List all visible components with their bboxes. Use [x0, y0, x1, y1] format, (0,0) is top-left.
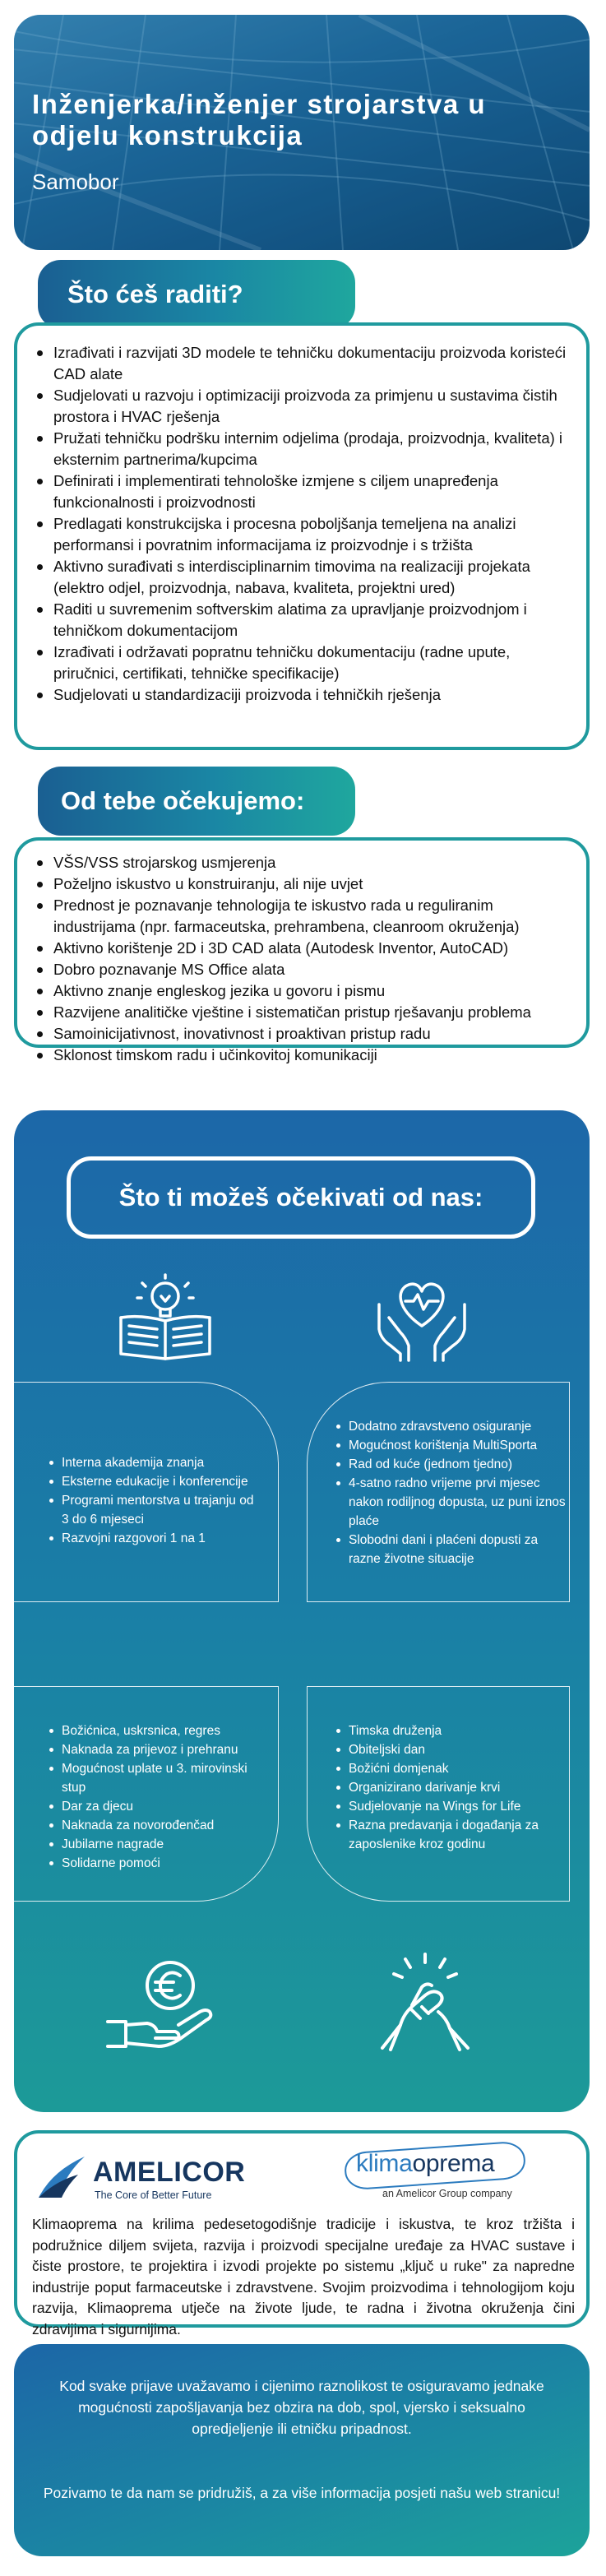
heart-hands-icon: [372, 1272, 471, 1364]
section-title-tasks-text: Što ćeš raditi?: [67, 280, 243, 308]
klimaoprema-tagline: an Amelicor Group company: [382, 2188, 512, 2199]
amelicor-logo-text: AMELICOR: [93, 2157, 246, 2188]
health-list: [334, 1417, 566, 1568]
list-item: VŠS/VSS strojarskog usmjerenja: [34, 852, 568, 873]
join-invitation: Pozivamo te da nam se pridružiš, a za više informacija posjeti našu web stranicu!: [43, 2485, 561, 2501]
benefits-title: Što ti možeš očekivati od nas:: [67, 1156, 535, 1239]
list-item: Interna akademija znanja: [47, 1453, 262, 1472]
list-item: Dobro poznavanje MS Office alata: [34, 959, 568, 980]
list-item: Definirati i implementirati tehnološke izmjene s ciljem unapređenja funkcionalnosti i proizvodnosti: [34, 470, 568, 513]
list-item: Pružati tehničku podršku internim odjelima (prodaja, proizvodnja, kvaliteta) i eksternim partnerima/kupcima: [34, 428, 568, 470]
benefits-team-card: [307, 1686, 570, 1902]
list-item: Aktivno znanje engleskog jezika u govoru i pismu: [34, 980, 568, 1002]
company-box: [14, 2130, 590, 2337]
list-item: Aktivno korištenje 2D i 3D CAD alata (Autodesk Inventor, AutoCAD): [34, 938, 568, 959]
list-item: Izrađivati i razvijati 3D modele te tehničku dokumentaciju proizvoda koristeći CAD alate: [34, 342, 568, 385]
section-title-requirements: [38, 767, 355, 836]
list-item: Raditi u suvremenim softverskim alatima za upravljanje proizvodnjom i tehničkom dokumentacijom: [34, 599, 568, 642]
list-item: Predlagati konstrukcijska i procesna poboljšanja temeljena na analizi performansi i povratnim informacijama iz proizvodnje i s tržišta: [34, 513, 568, 556]
lightbulb-book-icon: [116, 1272, 215, 1364]
requirements-box: [14, 837, 590, 1063]
diversity-statement: Kod svake prijave uvažavamo i cijenimo raznolikost te osiguravamo jednake mogućnosti zapošljavanja bez obzira na dob, spol, vjersko i seksualno opredjeljenje ili etničku pripadnost.: [59, 2378, 544, 2437]
teamwork-hands-icon: [376, 1951, 474, 2055]
team-list: [334, 1721, 566, 1854]
euro-hand-icon: [104, 1957, 220, 2053]
tasks-box: [14, 322, 590, 750]
list-item: Programi mentorstva u trajanju od 3 do 6 mjeseci: [47, 1491, 262, 1529]
list-item: Sklonost timskom radu i učinkovitoj komunikaciji: [34, 1045, 568, 1066]
requirements-list: [34, 852, 568, 1066]
klimaoprema-logo-text: [356, 2150, 494, 2178]
list-item: Solidarne pomoći: [47, 1854, 262, 1873]
list-item: Organizirano darivanje krvi: [334, 1778, 566, 1797]
klimaoprema-logo-part1: klima: [356, 2150, 413, 2177]
benefits-panel: [14, 1110, 590, 2112]
list-item: Poželjno iskustvo u konstruiranju, ali nije uvjet: [34, 873, 568, 895]
list-item: Sudjelovati u standardizaciji proizvoda i tehničkih rješenja: [34, 684, 568, 706]
list-item: Sudjelovati u razvoju i optimizaciji proizvoda za primjenu u sustavima čistih prostora i HVAC rješenja: [34, 385, 568, 428]
list-item: 4-satno radno vrijeme prvi mjesec nakon rodiljnog dopusta, uz puni iznos plaće: [334, 1474, 566, 1531]
list-item: Mogućnost korištenja MultiSporta: [334, 1436, 566, 1455]
list-item: Razvijene analitičke vještine i sistematičan pristup rješavanju problema: [34, 1002, 568, 1023]
list-item: Božićnica, uskrsnica, regres: [47, 1721, 262, 1740]
list-item: Timska druženja: [334, 1721, 566, 1740]
section-title-requirements-text: Od tebe očekujemo:: [61, 786, 305, 815]
list-item: Obiteljski dan: [334, 1740, 566, 1759]
list-item: Razvojni razgovori 1 na 1: [47, 1529, 262, 1548]
list-item: Rad od kuće (jednom tjedno): [334, 1455, 566, 1474]
list-item: Dar za djecu: [47, 1797, 262, 1816]
footer-box: [14, 2344, 590, 2556]
job-location: Samobor: [32, 169, 119, 194]
list-item: Dodatno zdravstveno osiguranje: [334, 1417, 566, 1436]
list-item: Razna predavanja i događanja za zaposlenike kroz godinu: [334, 1816, 566, 1854]
list-item: Prednost je poznavanje tehnologija te iskustvo rada u reguliranim industrijama (npr. farmaceutska, prehrambena, cleanroom okruženja): [34, 895, 568, 938]
list-item: Sudjelovanje na Wings for Life: [334, 1797, 566, 1816]
section-title-tasks: [38, 260, 355, 329]
list-item: Aktivno surađivati s interdisciplinarnim timovima na realizaciji projekata (elektro odjel, proizvodnja, nabava, kvaliteta, projektni ured): [34, 556, 568, 599]
amelicor-tagline: The Core of Better Future: [95, 2189, 212, 2201]
benefits-financial-card: [14, 1686, 279, 1902]
list-item: Jubilarne nagrade: [47, 1835, 262, 1854]
list-item: Naknada za novorođenčad: [47, 1816, 262, 1835]
list-item: Eksterne edukacije i konferencije: [47, 1472, 262, 1491]
job-title: Inženjerka/inženjer strojarstva u odjelu konstrukcija: [32, 89, 487, 151]
amelicor-logo-mark: [37, 2153, 88, 2201]
list-item: Slobodni dani i plaćeni dopusti za razne životne situacije: [334, 1531, 566, 1568]
benefits-health-card: [307, 1382, 570, 1602]
company-description: Klimaoprema na krilima pedesetogodišnje tradicije i iskustva, te kroz tržišta i podružnice diljem svijeta, razvija i proizvodi specijalne uređaje za HVAC sustave i čiste prostore, te projektira i izvodi projekte po sistemu „ključ u ruke" za napredne industrije poput farmaceutske i zdravstvene. Svojim proizvodima i tehnologijom koju razvija, Klimaoprema utječe na živote ljude, te radna i životna okruženja čini zdravijima i sigurnijima.: [32, 2216, 575, 2337]
list-item: Naknada za prijevoz i prehranu: [47, 1740, 262, 1759]
education-list: [47, 1453, 262, 1548]
list-item: Izrađivati i održavati popratnu tehničku dokumentaciju (radne upute, priručnici, certifikati, tehničke specifikacije): [34, 642, 568, 684]
list-item: Božićni domjenak: [334, 1759, 566, 1778]
benefits-education-card: [14, 1382, 279, 1602]
tasks-list: [34, 342, 568, 706]
list-item: Samoinicijativnost, inovativnost i proaktivan pristup radu: [34, 1023, 568, 1045]
list-item: Mogućnost uplate u 3. mirovinski stup: [47, 1759, 262, 1797]
financial-list: [47, 1721, 262, 1873]
hero-banner: [14, 15, 590, 250]
klimaoprema-logo-part2: oprema: [412, 2150, 495, 2177]
